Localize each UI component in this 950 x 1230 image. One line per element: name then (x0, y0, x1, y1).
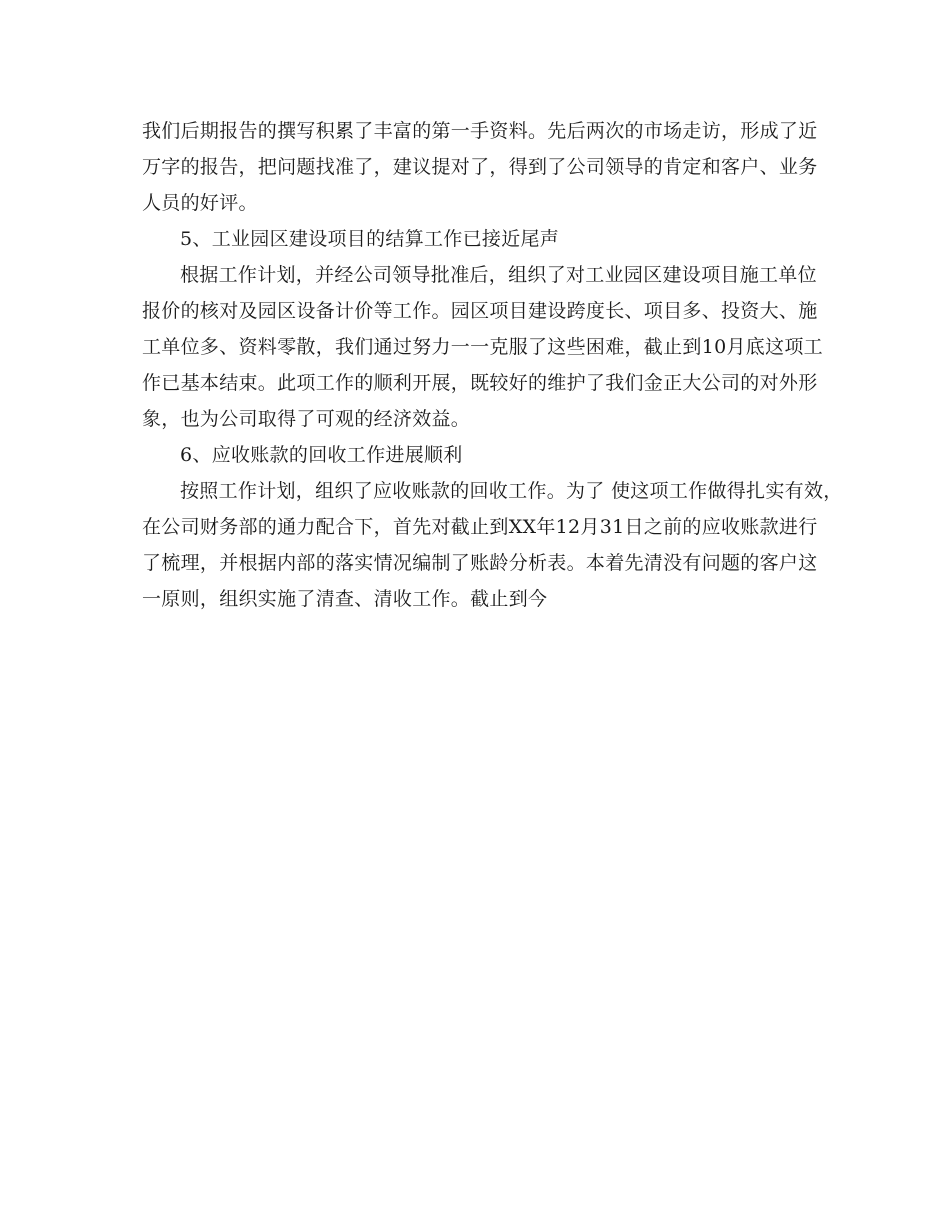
paragraph-line: 在公司财务部的通力配合下，首先对截止到XX年12月31日之前的应收账款进行 (142, 516, 818, 538)
section-heading: 6、应收账款的回收工作进展顺利 (180, 444, 463, 466)
paragraph-line: 万字的报告，把问题找准了，建议提对了，得到了公司领导的肯定和客户、业务 (142, 156, 818, 178)
paragraph-line: 根据工作计划，并经公司领导批准后，组织了对工业园区建设项目施工单位 (180, 264, 817, 286)
paragraph-line: 作已基本结束。此项工作的顺利开展，既较好的维护了我们金正大公司的对外形 (142, 372, 818, 394)
paragraph-line: 了梳理，并根据内部的落实情况编制了账龄分析表。本着先清没有问题的客户这 (142, 552, 818, 574)
paragraph-line: 工单位多、资料零散，我们通过努力一一克服了这些困难，截止到10月底这项工 (142, 336, 823, 358)
paragraph-line: 人员的好评。 (142, 192, 258, 214)
paragraph-line: 象，也为公司取得了可观的经济效益。 (142, 408, 471, 430)
paragraph-line: 报价的核对及园区设备计价等工作。园区项目建设跨度长、项目多、投资大、施 (142, 300, 818, 322)
paragraph-line: 我们后期报告的撰写积累了丰富的第一手资料。先后两次的市场走访，形成了近 (142, 120, 818, 142)
section-heading: 5、工业园区建设项目的结算工作已接近尾声 (180, 228, 560, 250)
paragraph-line: 一原则，组织实施了清查、清收工作。截止到今 (142, 588, 548, 610)
paragraph-line: 按照工作计划，组织了应收账款的回收工作。为了 使这项工作做得扎实有效， (180, 480, 843, 502)
